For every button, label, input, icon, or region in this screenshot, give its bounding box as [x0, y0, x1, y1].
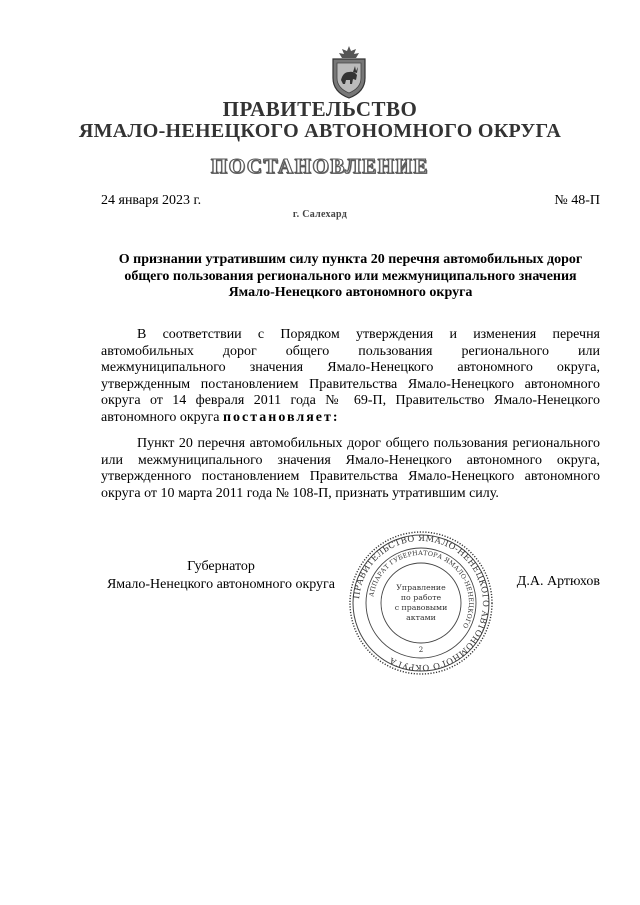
stamp-ring-text: ПРАВИТЕЛЬСТВО ЯМАЛО-НЕНЕЦКОГО АВТОНОМНОГО ОКРУГА [351, 532, 492, 674]
resolution-keyword: постановляет: [222, 409, 340, 425]
official-stamp [348, 530, 494, 676]
government-region: ЯМАЛО-НЕНЕЦКОГО АВТОНОМНОГО ОКРУГА [78, 120, 562, 142]
document-title: О признании утратившим силу пункта 20 перечня автомобильных дорог общего пользования регионального или межмуниципального значения Ямало-Ненецкого автономного округа [118, 252, 583, 300]
stamp-center-line-4: актами [406, 613, 436, 622]
document-kind: ПОСТАНОВЛЕНИЕ [211, 154, 429, 178]
stamp-center-line-3: с правовыми [394, 603, 448, 612]
signatory-title: Губернатор [187, 559, 255, 574]
paragraph-2: Пункт 20 перечня автомобильных дорог общего пользования регионального или межмуниципального значения Ямало-Ненецкого автономного округа, утвержденного постановлением Правительства Ямало-Ненецкого автономного округа от 10 марта 2011 года № 108-П, признать утратившим силу. [101, 436, 600, 501]
government-title: ПРАВИТЕЛЬСТВО [222, 97, 418, 121]
document-date: 24 января 2023 г. [101, 193, 202, 208]
signatory-position [101, 558, 341, 594]
signatory-region: Ямало-Ненецкого автономного округа [106, 577, 336, 592]
stamp-center-line-1: Управление [396, 583, 446, 592]
document-city: г. Салехард [292, 209, 348, 220]
coat-of-arms-icon [328, 44, 370, 100]
document-number: № 48-П [554, 193, 600, 208]
paragraph-1-text: В соответствии с Порядком утверждения и изменения перечня автомобильных дорог общего пользования регионального или межмуниципального значения Ямало-Ненецкого автономного округа, утвержденным постановлением Правительства Ямало-Ненецкого автономного округа от 14 февраля 2011 года № 69-П, Правительство Ямало-Ненецкого автономного округа [101, 327, 600, 425]
stamp-number: 2 [418, 646, 424, 654]
stamp-inner-ring-text: АППАРАТ ГУБЕРНАТОРА ЯМАЛО-НЕНЕЦКОГО [368, 549, 475, 630]
signatory-name: Д.А. Артюхов [516, 574, 600, 589]
paragraph-1 [101, 327, 600, 427]
stamp-center-line-2: по работе [400, 593, 442, 602]
